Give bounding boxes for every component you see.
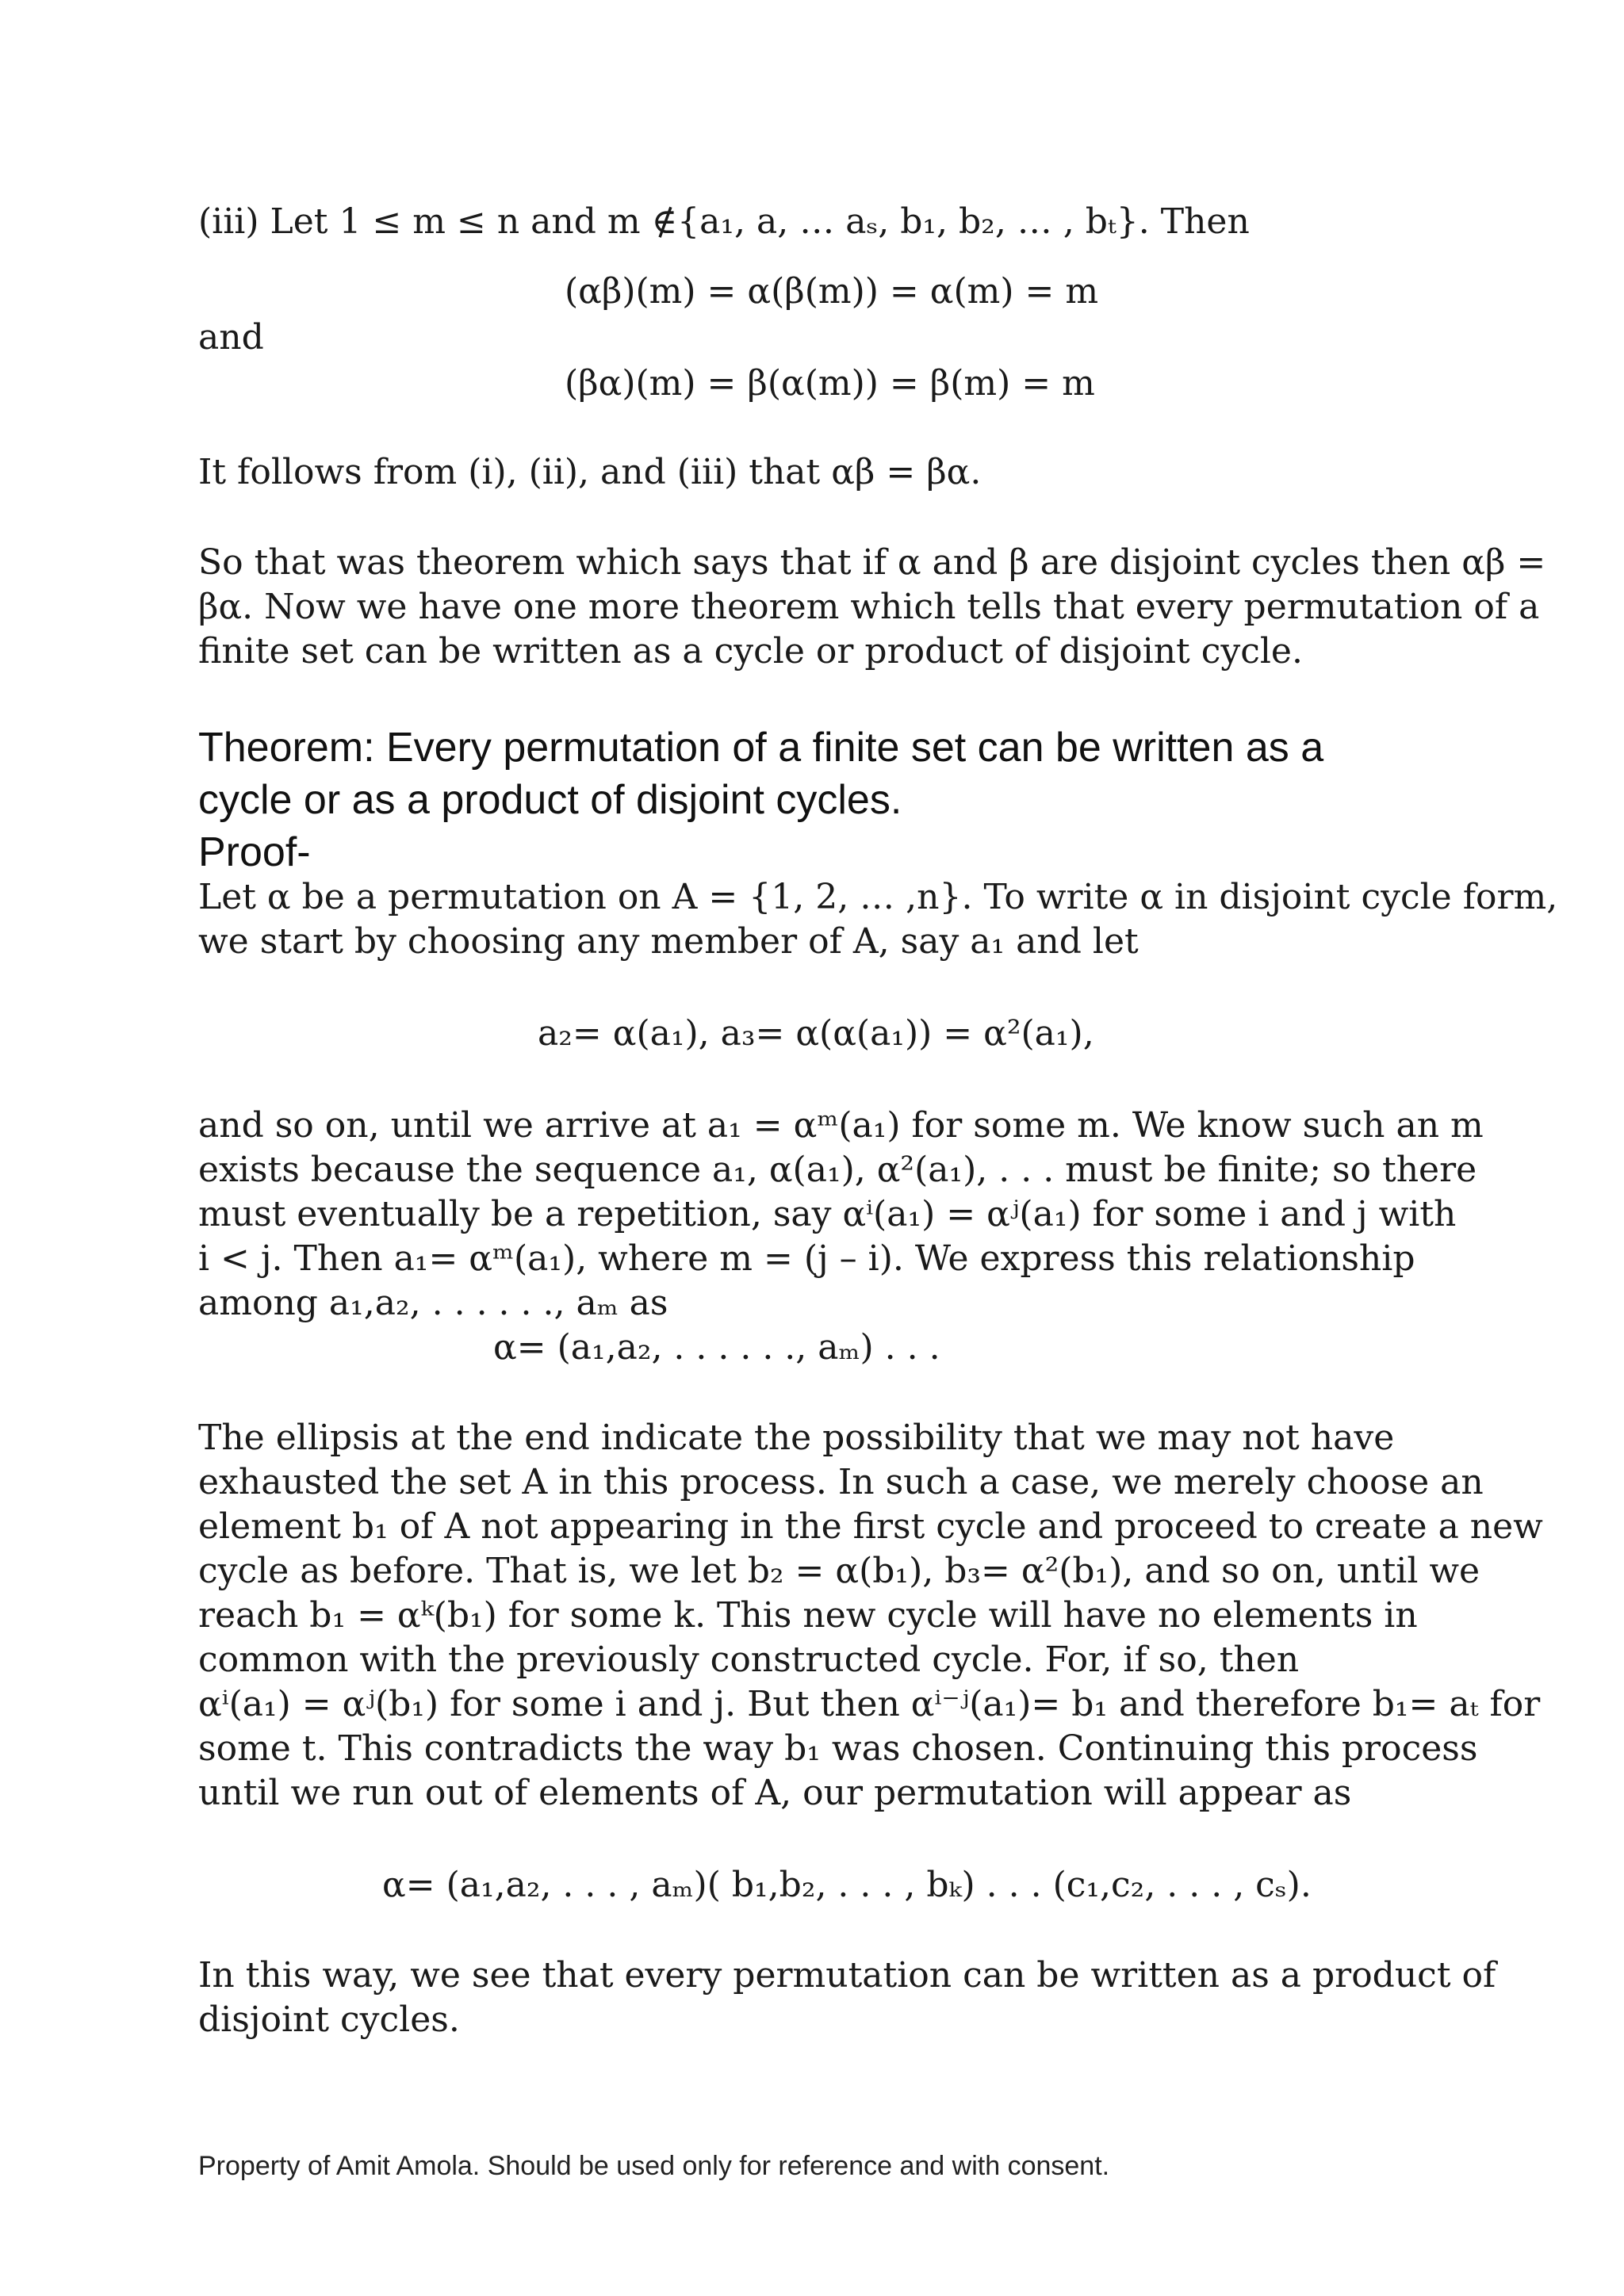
text-line: exhausted the set A in this process. In such a case, we merely choose an (198, 1462, 1484, 1502)
text-line: among a₁,a₂, . . . . . ., aₘ as (198, 1283, 668, 1323)
text-line: βα. Now we have one more theorem which tells that every permutation of a (198, 587, 1540, 627)
equation: α= (a₁,a₂, . . . . . ., aₘ) . . . (493, 1327, 940, 1368)
text-line: must eventually be a repetition, say αⁱ(a₁) = αʲ(a₁) for some i and j with (198, 1194, 1457, 1234)
text-line: So that was theorem which says that if α and β are disjoint cycles then αβ = (198, 542, 1546, 583)
text-line: disjoint cycles. (198, 1999, 460, 2040)
equation: (βα)(m) = β(α(m)) = β(m) = m (565, 363, 1095, 404)
text-line: (iii) Let 1 ≤ m ≤ n and m ∉{a₁, a, … aₛ, b₁, b₂, … , bₜ}. Then (198, 201, 1250, 242)
text-line: cycle as before. That is, we let b₂ = α(b₁), b₃= α²(b₁), and so on, until we (198, 1551, 1480, 1591)
theorem-heading: Theorem: Every permutation of a finite set can be written as a (198, 725, 1324, 771)
text-line: It follows from (i), (ii), and (iii) that αβ = βα. (198, 452, 982, 492)
text-line: finite set can be written as a cycle or product of disjoint cycle. (198, 631, 1303, 672)
text-line: and (198, 317, 264, 358)
text-line: In this way, we see that every permutation can be written as a product of (198, 1955, 1496, 1996)
text-line: common with the previously constructed cycle. For, if so, then (198, 1640, 1300, 1680)
equation: a₂= α(a₁), a₃= α(α(a₁)) = α²(a₁), (538, 1013, 1094, 1054)
equation: (αβ)(m) = α(β(m)) = α(m) = m (565, 271, 1099, 312)
text-line: until we run out of elements of A, our permutation will appear as (198, 1773, 1352, 1813)
text-line: The ellipsis at the end indicate the possibility that we may not have (198, 1418, 1395, 1458)
proof-heading: Proof- (198, 829, 311, 875)
theorem-heading: cycle or as a product of disjoint cycles. (198, 777, 902, 823)
footer-note: Property of Amit Amola. Should be used only for reference and with consent. (198, 2151, 1110, 2181)
text-line: i < j. Then a₁= αᵐ(a₁), where m = (j – i). We express this relationship (198, 1238, 1415, 1279)
text-line: αⁱ(a₁) = αʲ(b₁) for some i and j. But then αⁱ⁻ʲ(a₁)= b₁ and therefore b₁= aₜ for (198, 1684, 1541, 1724)
text-line: Let α be a permutation on A = {1, 2, … ,n}. To write α in disjoint cycle form, (198, 877, 1558, 917)
text-line: element b₁ of A not appearing in the first cycle and proceed to create a new (198, 1506, 1543, 1547)
text-line: reach b₁ = αᵏ(b₁) for some k. This new cycle will have no elements in (198, 1595, 1418, 1636)
text-line: we start by choosing any member of A, say a₁ and let (198, 921, 1139, 962)
text-line: some t. This contradicts the way b₁ was chosen. Continuing this process (198, 1728, 1478, 1769)
text-line: and so on, until we arrive at a₁ = αᵐ(a₁) for some m. We know such an m (198, 1105, 1484, 1146)
equation: α= (a₁,a₂, . . . , aₘ)( b₁,b₂, . . . , bₖ) . . . (c₁,c₂, . . . , cₛ). (382, 1865, 1312, 1905)
text-line: exists because the sequence a₁, α(a₁), α²(a₁), . . . must be finite; so there (198, 1150, 1477, 1190)
